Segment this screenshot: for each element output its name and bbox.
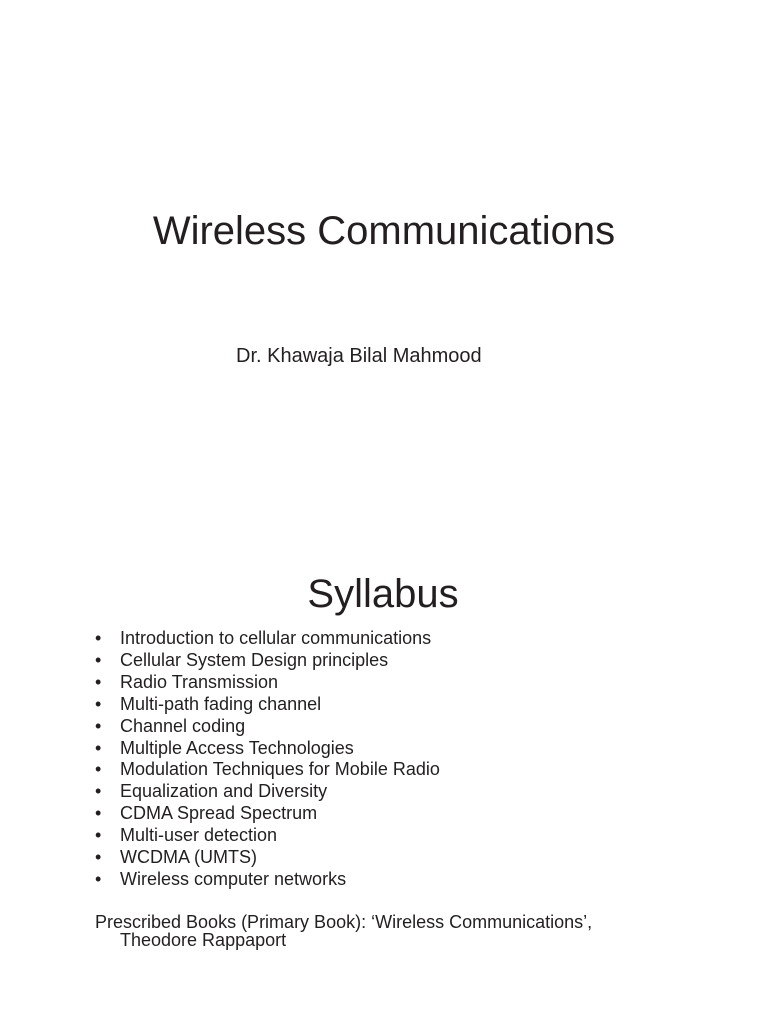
slide-title: Wireless Communications xyxy=(152,209,616,253)
list-item xyxy=(95,759,440,781)
list-item xyxy=(95,628,440,650)
topic-label: Cellular System Design principles xyxy=(120,649,389,670)
topic-label: Radio Transmission xyxy=(120,671,279,692)
list-item xyxy=(95,825,440,847)
bullet-icon: • xyxy=(95,781,102,802)
author-name: Dr. Khawaja Bilal Mahmood xyxy=(236,345,482,367)
topic-label: Equalization and Diversity xyxy=(120,781,328,802)
list-item xyxy=(95,694,440,716)
prescribed-books xyxy=(95,913,592,949)
topic-label: WCDMA (UMTS) xyxy=(120,847,257,868)
list-item xyxy=(95,869,440,891)
bullet-icon: • xyxy=(95,649,102,670)
bullet-icon: • xyxy=(95,693,102,714)
topic-label: Multi-user detection xyxy=(120,825,278,846)
topic-label: Wireless computer networks xyxy=(120,868,347,889)
bullet-icon: • xyxy=(95,628,102,648)
topic-label: Introduction to cellular communications xyxy=(120,628,432,648)
topic-label: Multi-path fading channel xyxy=(120,693,322,714)
list-item xyxy=(95,847,440,869)
bullet-icon: • xyxy=(95,803,102,824)
syllabus-heading: Syllabus xyxy=(307,572,459,616)
list-item xyxy=(95,781,440,803)
topic-label: Channel coding xyxy=(120,715,246,736)
list-item xyxy=(95,672,440,694)
list-item xyxy=(95,738,440,760)
bullet-icon: • xyxy=(95,737,102,758)
syllabus-topic-list xyxy=(95,628,440,891)
bullet-icon: • xyxy=(95,825,102,846)
bullet-icon: • xyxy=(95,759,102,780)
bullet-icon: • xyxy=(95,847,102,868)
topic-label: Modulation Techniques for Mobile Radio xyxy=(120,759,440,780)
prescribed-books-line-2: Theodore Rappaport xyxy=(120,930,287,950)
prescribed-books-line-1: Prescribed Books (Primary Book): ‘Wireless Communications’, xyxy=(95,912,593,932)
bullet-icon: • xyxy=(95,868,102,889)
list-item xyxy=(95,716,440,738)
list-item xyxy=(95,803,440,825)
topic-label: Multiple Access Technologies xyxy=(120,737,354,758)
bullet-icon: • xyxy=(95,671,102,692)
list-item xyxy=(95,650,440,672)
topic-label: CDMA Spread Spectrum xyxy=(120,803,318,824)
bullet-icon: • xyxy=(95,715,102,736)
